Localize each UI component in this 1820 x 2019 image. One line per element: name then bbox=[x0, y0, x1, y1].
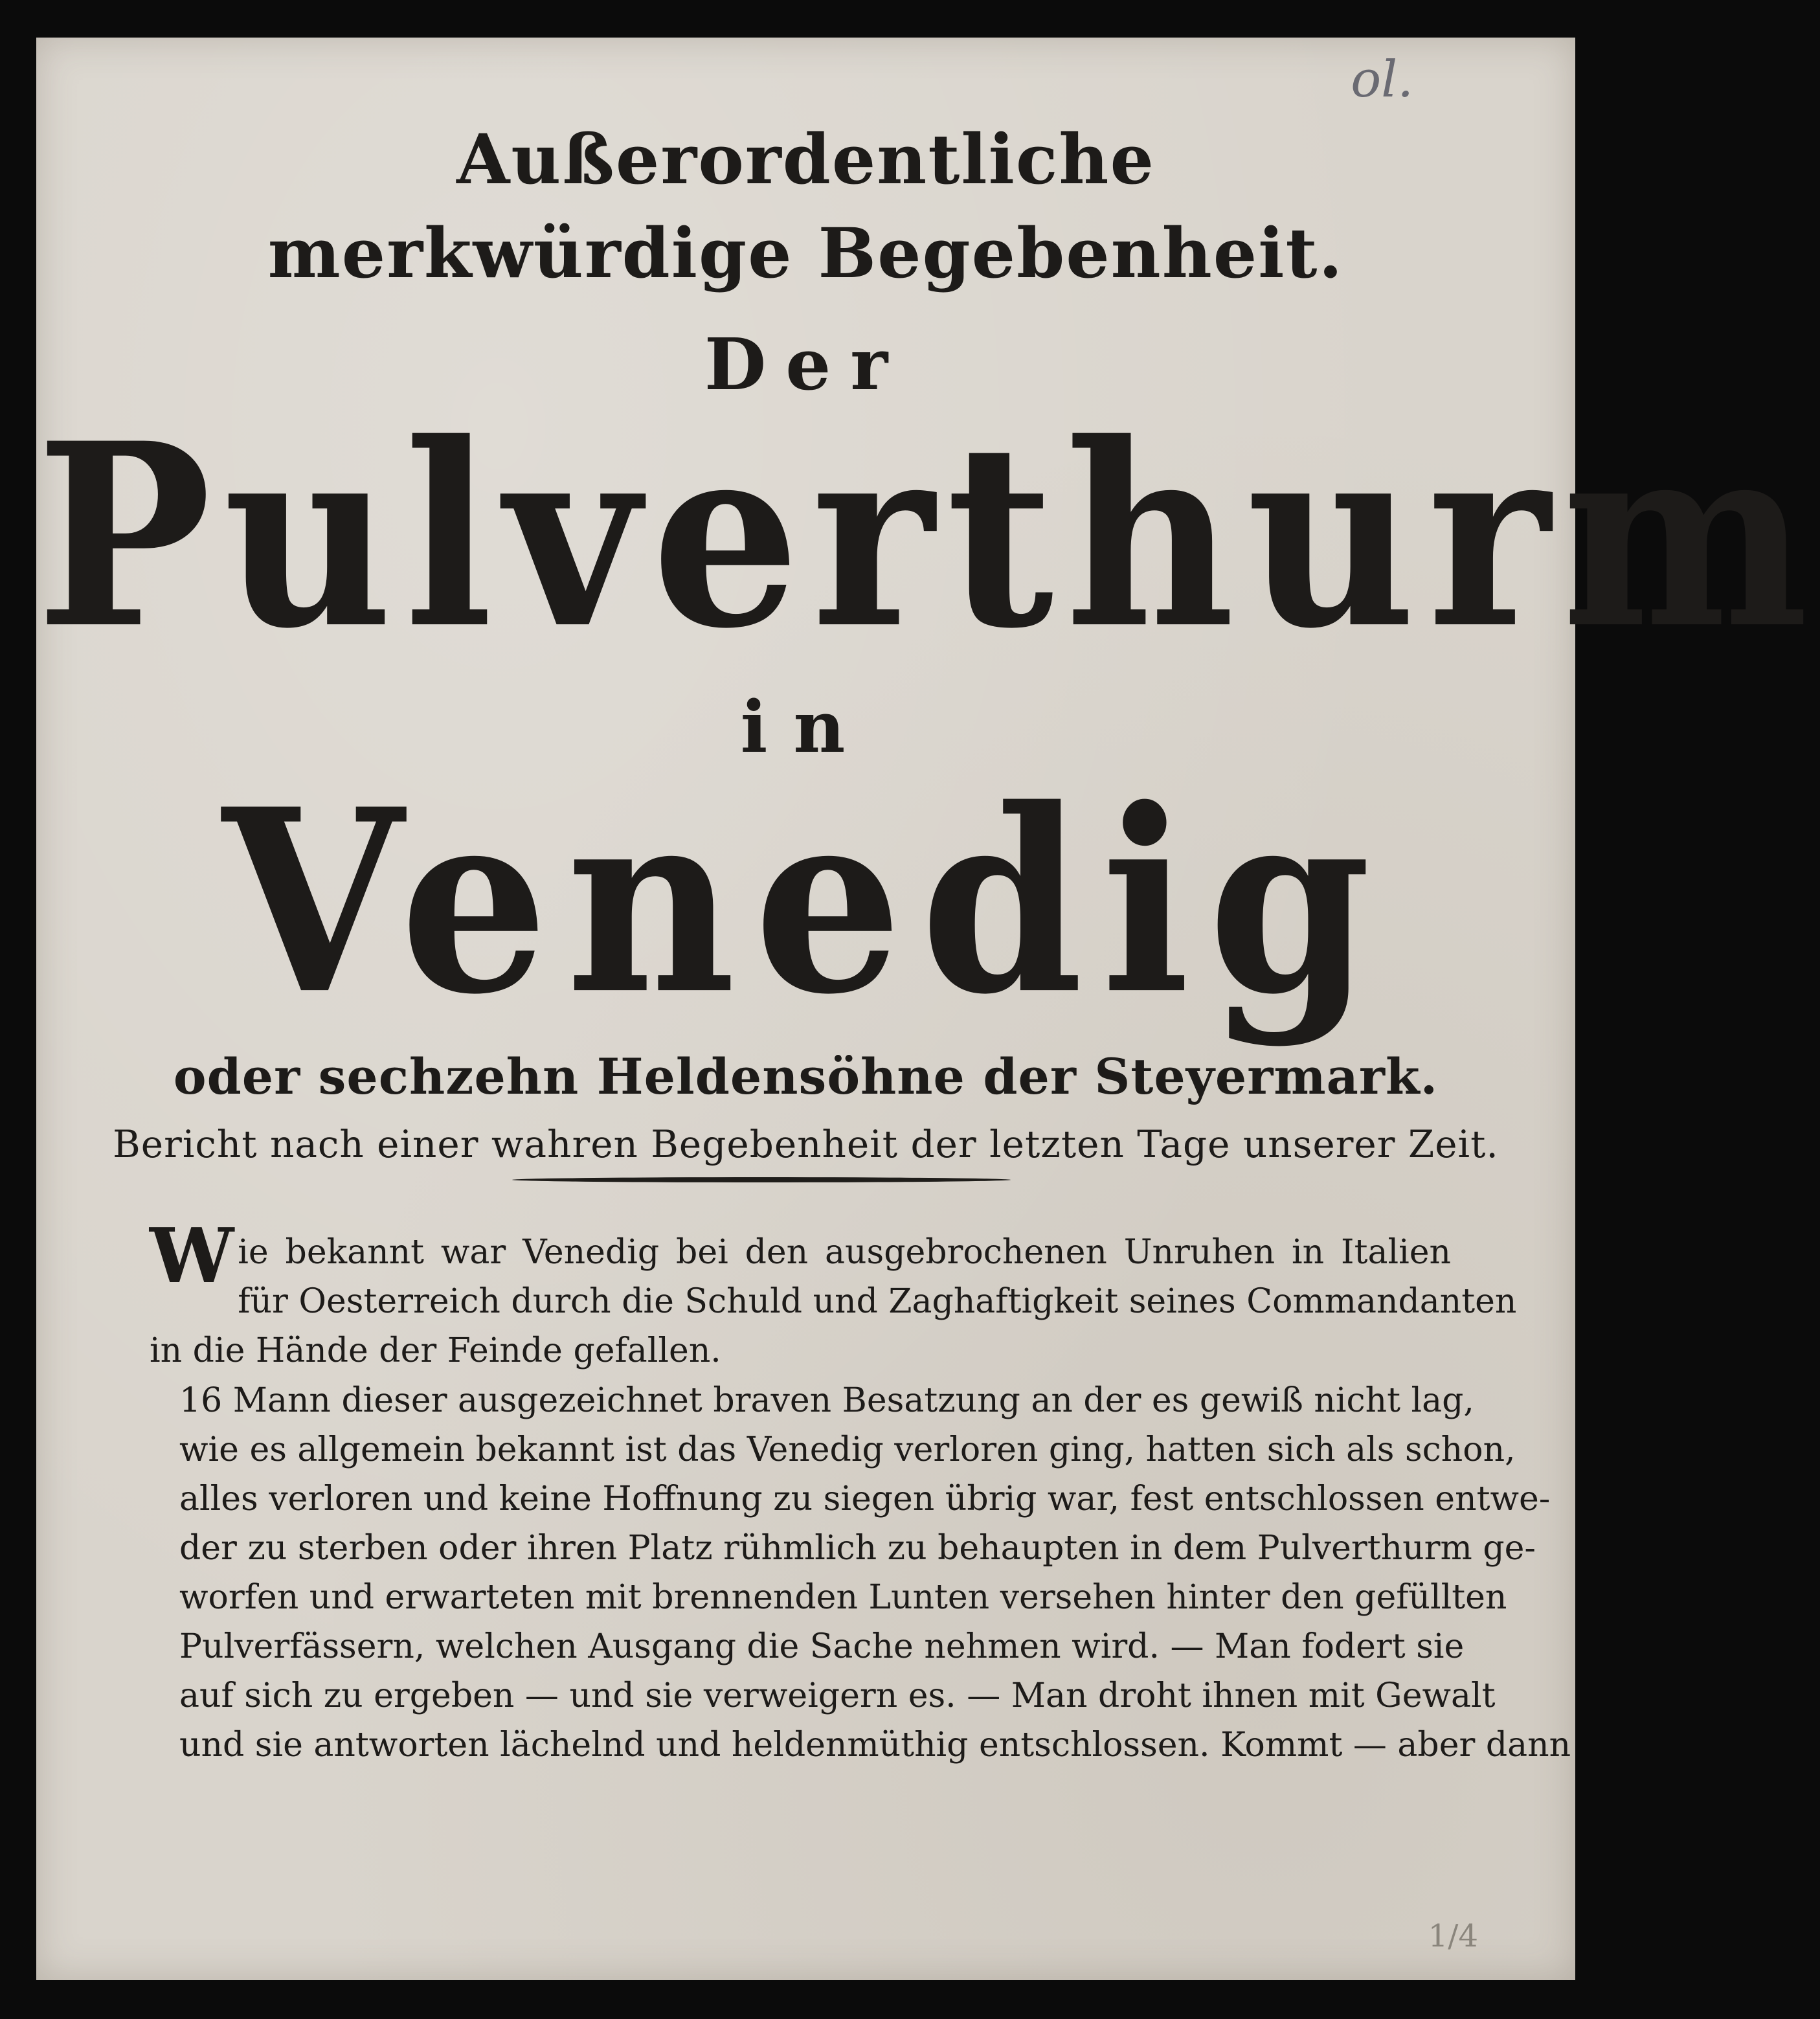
paragraph-line: in die Hände der Feinde gefallen. bbox=[150, 1331, 721, 1370]
paragraph-line: alles verloren und keine Hoffnung zu siegen übrig war, fest entschlossen entwe- bbox=[179, 1480, 1551, 1518]
title-main-pulverthurm: Pulverthurm bbox=[36, 388, 1820, 684]
paragraph-line: wie es allgemein bekannt ist das Venedig verloren ging, hatten sich als schon, bbox=[179, 1430, 1516, 1469]
paragraph-line: für Oesterreich durch die Schuld und Zaghaftigkeit seines Commandanten bbox=[238, 1282, 1517, 1321]
paper-sheet bbox=[36, 38, 1820, 1980]
title-article: Der bbox=[704, 322, 908, 406]
title-line-1: Außerordentliche bbox=[456, 118, 1155, 199]
title-line-2: merkwürdige Begebenheit. bbox=[267, 212, 1344, 293]
paragraph-2 bbox=[150, 1376, 1571, 1770]
handwritten-corner-mark: ol. bbox=[1351, 51, 1413, 109]
title-main-venedig: Venedig bbox=[222, 754, 1389, 1050]
drop-cap: W bbox=[150, 1212, 234, 1300]
paragraph-line: der zu sterben oder ihren Platz rühmlich zu behaupten in dem Pulverthurm ge- bbox=[179, 1529, 1536, 1568]
paragraph-line: und sie antworten lächelnd und heldenmüthig entschlossen. Kommt — aber dann bbox=[179, 1726, 1571, 1765]
handwritten-page-mark: 1/4 bbox=[1428, 1918, 1478, 1954]
paragraph-line: ie bekannt war Venedig bei den ausgebrochenen Unruhen in Italien bbox=[238, 1233, 1451, 1272]
paragraph-line: auf sich zu ergeben — und sie verweigern es. — Man droht ihnen mit Gewalt bbox=[179, 1676, 1496, 1715]
paragraph-line: worfen und erwarteten mit brennenden Lunten versehen hinter den gefüllten bbox=[179, 1578, 1507, 1617]
paragraph-1 bbox=[150, 1212, 1517, 1375]
subtitle: oder sechzehn Heldensöhne der Steyermark. bbox=[173, 1048, 1439, 1105]
paragraph-line: 16 Mann dieser ausgezeichnet braven Besatzung an der es gewiß nicht lag, bbox=[179, 1381, 1474, 1420]
title-preposition: in bbox=[740, 685, 871, 769]
report-line: Bericht nach einer wahren Begebenheit der letzten Tage unserer Zeit. bbox=[113, 1122, 1499, 1166]
paragraph-line: Pulverfässern, welchen Ausgang die Sache nehmen wird. — Man fodert sie bbox=[179, 1627, 1465, 1666]
decorative-rule bbox=[512, 1177, 1011, 1182]
